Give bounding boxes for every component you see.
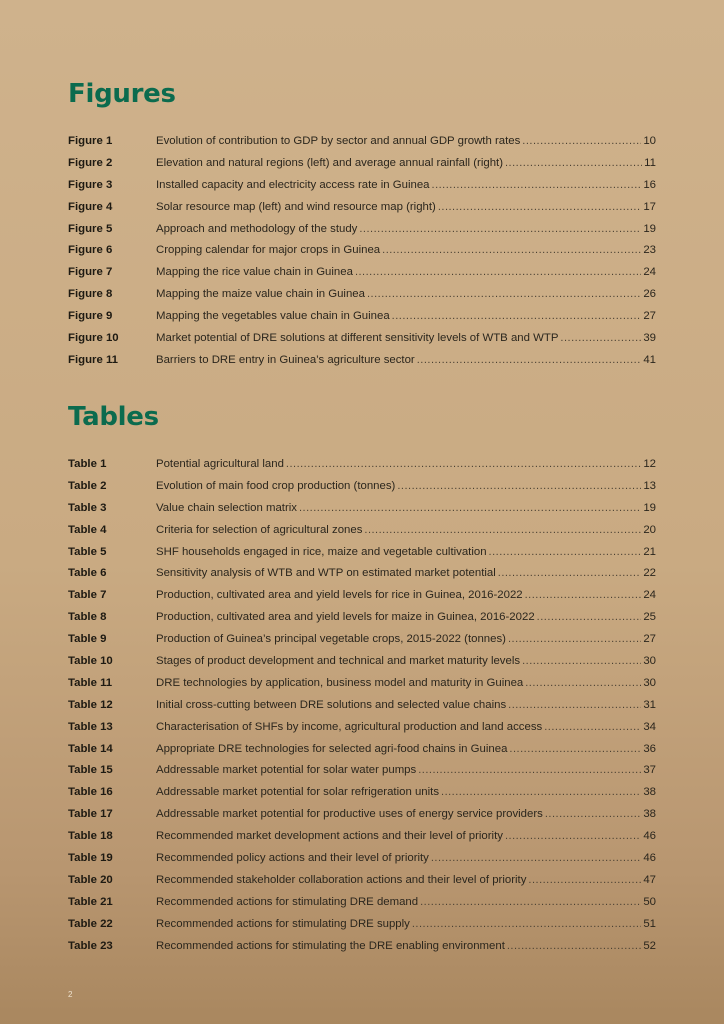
figure-entry-page-number: 24: [643, 266, 656, 279]
table-entry-label: Table 10: [68, 655, 113, 668]
dot-leader: [508, 699, 641, 711]
table-entry-title: Addressable market potential for productive uses of energy service providers: [156, 808, 543, 821]
table-entry-title: Characterisation of SHFs by income, agricultural production and land access: [156, 720, 543, 733]
table-entry-page-number: 46: [643, 852, 656, 865]
table-entry-page-number: 38: [643, 808, 656, 821]
figure-entry-label: Figure 1: [68, 135, 113, 147]
table-entry-page-number: 19: [643, 501, 656, 514]
table-entry-label: Table 4: [68, 523, 107, 536]
table-entry[interactable]: [68, 764, 656, 786]
figure-entry[interactable]: [68, 310, 656, 332]
table-entry-title: Appropriate DRE technologies for selected agri-food chains in Guinea: [156, 742, 508, 755]
figure-entry-page-number: 10: [643, 135, 656, 147]
dot-leader: [509, 743, 641, 755]
table-entry[interactable]: [68, 458, 656, 480]
dot-leader: [359, 223, 641, 235]
table-entry-title: Recommended market development actions and their level of priority: [156, 830, 503, 843]
table-entry[interactable]: [68, 940, 656, 962]
dot-leader: [522, 655, 641, 667]
table-entry-title: Recommended stakeholder collaboration actions and their level of priority: [156, 873, 527, 886]
dot-leader: [505, 830, 641, 842]
table-entry-page-number: 38: [643, 786, 656, 799]
table-entry-title: Production, cultivated area and yield levels for rice in Guinea, 2016-2022: [156, 589, 523, 602]
table-entry[interactable]: [68, 808, 656, 830]
table-entry[interactable]: [68, 546, 656, 568]
table-entry-page-number: 12: [643, 458, 656, 470]
figure-entry-page-number: 23: [643, 244, 656, 257]
dot-leader: [498, 567, 642, 579]
dot-leader: [489, 546, 642, 558]
figure-entry-label: Figure 10: [68, 332, 119, 345]
table-entry-label: Table 2: [68, 479, 107, 492]
table-entry-page-number: 47: [643, 873, 656, 886]
table-entry-label: Table 1: [68, 458, 107, 470]
figure-entry[interactable]: [68, 332, 656, 354]
table-entry-label: Table 15: [68, 764, 113, 777]
figure-entry-page-number: 11: [644, 156, 656, 169]
table-entry-label: Table 5: [68, 545, 107, 558]
table-entry-label: Table 13: [68, 720, 113, 733]
table-entry-title: Recommended actions for stimulating the DRE enabling environment: [156, 939, 505, 952]
dot-leader: [508, 633, 641, 645]
table-entry-title: Potential agricultural land: [156, 458, 284, 470]
table-entry[interactable]: [68, 699, 656, 721]
figure-entry-title: Evolution of contribution to GDP by sector and annual GDP growth rates: [156, 135, 521, 147]
table-entry-page-number: 25: [643, 611, 656, 624]
table-entry-page-number: 37: [643, 764, 656, 777]
table-entry-title: Stages of product development and technical and market maturity levels: [156, 655, 521, 668]
dot-leader: [528, 874, 641, 886]
figure-entry-page-number: 19: [643, 222, 656, 235]
figure-entry[interactable]: [68, 179, 656, 201]
dot-leader: [441, 786, 641, 798]
table-entry-page-number: 51: [643, 917, 656, 930]
dot-leader: [412, 918, 641, 930]
dot-leader: [286, 458, 641, 470]
table-entry[interactable]: [68, 896, 656, 918]
figure-entry[interactable]: [68, 244, 656, 266]
table-entry-label: Table 23: [68, 939, 113, 952]
table-entry-label: Table 14: [68, 742, 113, 755]
figure-entry-label: Figure 8: [68, 288, 113, 301]
table-entry-page-number: 31: [643, 698, 656, 711]
table-entry-label: Table 7: [68, 589, 107, 602]
figure-entry-label: Figure 11: [68, 353, 119, 366]
table-entry-title: Initial cross-cutting between DRE solutions and selected value chains: [156, 698, 507, 711]
table-entry-page-number: 24: [643, 589, 656, 602]
table-entry-title: Production of Guinea’s principal vegetable crops, 2015-2022 (tonnes): [156, 633, 506, 646]
figures-heading: Figures: [68, 79, 176, 109]
table-entry-title: Criteria for selection of agricultural zones: [156, 523, 363, 536]
dot-leader: [525, 589, 642, 601]
dot-leader: [537, 611, 642, 623]
dot-leader: [367, 288, 641, 300]
table-entry[interactable]: [68, 721, 656, 743]
dot-leader: [432, 179, 642, 191]
table-entry-page-number: 30: [643, 676, 656, 689]
dot-leader: [438, 201, 642, 213]
table-entry-page-number: 50: [643, 895, 656, 908]
table-entry-title: Recommended policy actions and their level of priority: [156, 852, 429, 865]
table-entry-title: Sensitivity analysis of WTB and WTP on estimated market potential: [156, 567, 496, 580]
figure-entry-page-number: 26: [643, 288, 656, 301]
figure-entry-label: Figure 5: [68, 222, 113, 235]
figure-entry[interactable]: [68, 288, 656, 310]
dot-leader: [522, 135, 641, 147]
dot-leader: [507, 940, 641, 952]
table-entry-label: Table 6: [68, 567, 107, 580]
dot-leader: [397, 480, 641, 492]
table-entry-title: Evolution of main food crop production (tonnes): [156, 479, 396, 492]
figure-entry-title: Installed capacity and electricity access rate in Guinea: [156, 178, 430, 191]
dot-leader: [420, 896, 641, 908]
figure-entry[interactable]: [68, 354, 656, 376]
figure-entry[interactable]: [68, 266, 656, 288]
dot-leader: [560, 332, 641, 344]
table-entry-title: Addressable market potential for solar refrigeration units: [156, 786, 440, 799]
table-entry-label: Table 9: [68, 633, 107, 646]
table-entry[interactable]: [68, 852, 656, 874]
figure-entry-title: Cropping calendar for major crops in Guinea: [156, 244, 381, 257]
table-entry[interactable]: [68, 655, 656, 677]
dot-leader: [392, 310, 642, 322]
figures-list: [68, 135, 656, 376]
table-entry[interactable]: [68, 743, 656, 765]
table-entry-title: Recommended actions for stimulating DRE demand: [156, 895, 419, 908]
table-entry[interactable]: [68, 567, 656, 589]
table-entry[interactable]: [68, 633, 656, 655]
table-entry[interactable]: [68, 677, 656, 699]
figure-entry-title: Approach and methodology of the study: [156, 222, 358, 235]
table-entry-label: Table 18: [68, 830, 113, 843]
table-entry-title: Recommended actions for stimulating DRE supply: [156, 917, 410, 930]
figure-entry-label: Figure 4: [68, 200, 113, 213]
figure-entry-label: Figure 2: [68, 156, 113, 169]
table-entry-title: DRE technologies by application, business model and maturity in Guinea: [156, 676, 524, 689]
table-entry[interactable]: [68, 502, 656, 524]
table-entry-page-number: 20: [643, 523, 656, 536]
table-entry-page-number: 46: [643, 830, 656, 843]
figure-entry-label: Figure 6: [68, 244, 113, 257]
figure-entry[interactable]: [68, 223, 656, 245]
table-entry-label: Table 19: [68, 852, 113, 865]
table-entry-title: SHF households engaged in rice, maize and vegetable cultivation: [156, 545, 487, 558]
dot-leader: [505, 157, 642, 169]
table-entry-page-number: 21: [643, 545, 656, 558]
figure-entry-title: Solar resource map (left) and wind resource map (right): [156, 200, 436, 213]
table-entry-label: Table 3: [68, 501, 107, 514]
table-entry[interactable]: [68, 786, 656, 808]
figure-entry-page-number: 27: [643, 310, 656, 323]
figure-entry-page-number: 39: [643, 332, 656, 345]
dot-leader: [364, 524, 641, 536]
table-entry-label: Table 8: [68, 611, 107, 624]
figure-entry-title: Barriers to DRE entry in Guinea’s agriculture sector: [156, 353, 415, 366]
figure-entry[interactable]: [68, 201, 656, 223]
table-entry-title: Addressable market potential for solar water pumps: [156, 764, 417, 777]
table-entry[interactable]: [68, 480, 656, 502]
dot-leader: [382, 244, 641, 256]
table-entry-label: Table 11: [68, 676, 113, 689]
dot-leader: [299, 502, 641, 514]
figure-entry[interactable]: [68, 135, 656, 157]
table-entry[interactable]: [68, 524, 656, 546]
figure-entry-title: Elevation and natural regions (left) and average annual rainfall (right): [156, 156, 503, 169]
figure-entry-page-number: 41: [643, 353, 656, 366]
dot-leader: [355, 266, 641, 278]
figure-entry-title: Market potential of DRE solutions at different sensitivity levels of WTB and WTP: [156, 332, 559, 345]
table-entry-label: Table 22: [68, 917, 113, 930]
table-entry-page-number: 13: [643, 479, 656, 492]
dot-leader: [417, 354, 642, 366]
table-entry-label: Table 20: [68, 873, 113, 886]
dot-leader: [544, 721, 641, 733]
dot-leader: [418, 764, 641, 776]
table-entry[interactable]: [68, 830, 656, 852]
dot-leader: [525, 677, 641, 689]
table-entry-page-number: 22: [643, 567, 656, 580]
dot-leader: [545, 808, 641, 820]
figure-entry-label: Figure 9: [68, 310, 113, 323]
dot-leader: [431, 852, 641, 864]
table-entry-label: Table 21: [68, 895, 113, 908]
figure-entry-page-number: 16: [643, 178, 656, 191]
table-entry-label: Table 16: [68, 786, 113, 799]
table-entry-label: Table 17: [68, 808, 113, 821]
table-entry-page-number: 34: [643, 720, 656, 733]
figure-entry-title: Mapping the rice value chain in Guinea: [156, 266, 353, 279]
table-entry[interactable]: [68, 918, 656, 940]
figure-entry[interactable]: [68, 157, 656, 179]
table-entry-page-number: 52: [643, 939, 656, 952]
page-number: 2: [68, 990, 73, 999]
table-entry[interactable]: [68, 611, 656, 633]
table-entry[interactable]: [68, 874, 656, 896]
tables-heading: Tables: [68, 402, 159, 432]
table-entry-label: Table 12: [68, 698, 113, 711]
figure-entry-title: Mapping the maize value chain in Guinea: [156, 288, 365, 301]
table-entry-page-number: 27: [643, 633, 656, 646]
figure-entry-title: Mapping the vegetables value chain in Guinea: [156, 310, 390, 323]
figure-entry-page-number: 17: [643, 200, 656, 213]
table-entry-title: Production, cultivated area and yield levels for maize in Guinea, 2016-2022: [156, 611, 535, 624]
table-entry-page-number: 30: [643, 655, 656, 668]
figure-entry-label: Figure 7: [68, 266, 113, 279]
table-entry-page-number: 36: [643, 742, 656, 755]
table-entry[interactable]: [68, 589, 656, 611]
figure-entry-label: Figure 3: [68, 178, 113, 191]
tables-list: [68, 458, 656, 961]
table-entry-title: Value chain selection matrix: [156, 501, 297, 514]
